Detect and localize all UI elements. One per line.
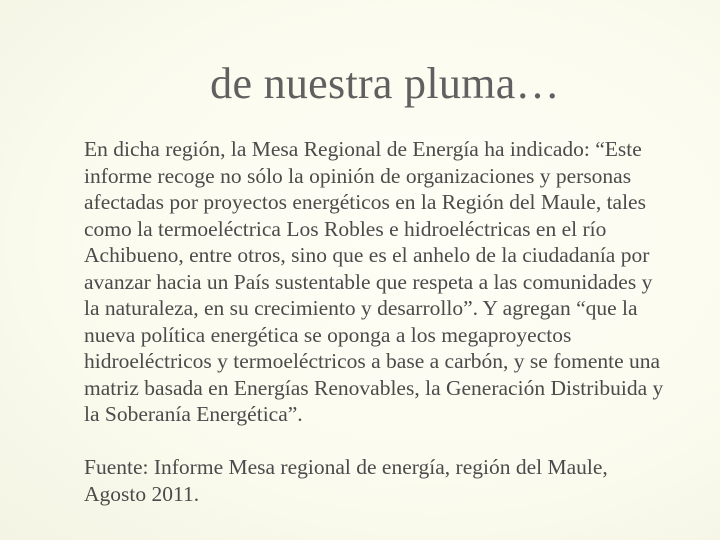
- source-line: Fuente: Informe Mesa regional de energía, región del Maule,: [84, 455, 608, 479]
- slide-title: de nuestra pluma…: [210, 59, 560, 108]
- paragraph-line: avanzar hacia un País sustentable que respeta a las comunidades y: [84, 269, 653, 294]
- paragraph-line: afectadas por proyectos energéticos en la Región del Maule, tales: [84, 190, 646, 214]
- paragraph-line: En dicha región, la Mesa Regional de Energía ha indicado: “Este: [84, 137, 642, 161]
- paragraph-line: nueva política energética se oponga a los megaproyectos: [84, 322, 572, 347]
- paragraph-line: informe recoge no sólo la opinión de organizaciones y personas: [84, 163, 632, 188]
- paragraph-line: como la termoeléctrica Los Robles e hidroeléctricas en el río: [84, 216, 607, 241]
- paragraph-line: la naturaleza, en su crecimiento y desarrollo”. Y agregan “que la: [84, 296, 638, 320]
- paragraph-line: la Soberanía Energética”.: [84, 402, 303, 426]
- paragraph-line: hidroeléctricos y termoeléctricos a base a carbón, y se fomente una: [84, 349, 661, 373]
- body-text: [84, 136, 720, 507]
- paragraph-line: matriz basada en Energías Renovables, la Generación Distribuida y: [84, 375, 664, 400]
- source-line: Agosto 2011.: [84, 481, 200, 506]
- paragraph-spacer: [84, 428, 720, 455]
- paragraph-line: Achibueno, entre otros, sino que es el anhelo de la ciudadanía por: [84, 243, 650, 267]
